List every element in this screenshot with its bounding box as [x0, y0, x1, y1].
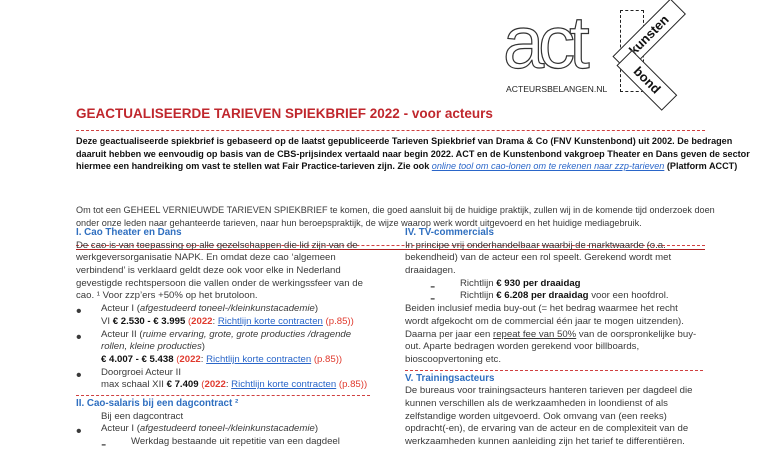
- list-item: - Werkdag bestaande uit repetitie van een dagdeel: [101, 436, 340, 453]
- intro-paragraph-2: Om tot een GEHEEL VERNIEUWDE TARIEVEN SPIEKBRIEF te komen, die goed aansluit bij de huidige praktijk, zullen wij in de komende tijd onderzoek doen onder onze leden naar gehanteerde tarieven, naar hun beroepspraktijk, de wijze waarop werk wordt uitgevoerd en het huidige mediagebruik.: [76, 205, 715, 228]
- act-logo-caption: ACTEURSBELANGEN.NL: [506, 84, 608, 94]
- page-title: GEACTUALISEERDE TARIEVEN SPIEKBRIEF 2022 - voor acteurs: [76, 106, 493, 121]
- richtlijn-link[interactable]: Richtlijn korte contracten: [206, 353, 312, 365]
- list-item: • Acteur I (afgestudeerd toneel-/kleinkunstacademie) VI € 2.530 - € 3.995 (2022: Richtlijn korte contracten (p.85)): [76, 303, 354, 327]
- kunstenbond-logo-block-top: kunsten: [612, 0, 686, 72]
- intro-paragraph: Deze geactualiseerde spiekbrief is gebaseerd op de laatst gepubliceerde Tarieven Spiekbrief van Drama & Co (FNV Kunstenbond) uit 2002. De bedragen daaruit hebben we eenvoudig op basis van de CBS-prijsindex vertaald naar begin 2022. ACT en de Kunstenbond vakgroep Theater en Dans geven de sector hiermee een handreiking om vast te stellen wat Fair Practice-tarieven zijn. Zie ook online tool om cao-lonen om te rekenen naar zzp-tarieven (Platform ACCT): [76, 136, 750, 172]
- divider: [76, 130, 705, 131]
- section-cao-theater: I. Cao Theater en Dans De cao is van toepassing op alle gezelschappen die lid zijn van de werkgeversorganisatie NAPK. En omdat deze cao ‘algemeen verbindend’ is verklaard geldt deze ook voor elke in Nederland gevestigde rechtspersoon die vallen onder de werkingssfeer van de cao. ¹ Voor zzp’ers +50% op het brutoloon. • Acteur I (afgestudeerd toneel-/kleinkunstacademie) VI € 2.530 - € 3.995 (2022: Richtlijn korte contracten (p.85)) • Acteur II (ruime ervaring, grote, grote producties /dragende rollen, kleine producties) € 4.007 - € 5.438 (2022: Richtlijn korte contracten (p.85)) • Doorgroei Acteur II max schaal XII € 7.409 (2022: Richtlijn korte contracten (p.85)) II. Cao-salaris bij een dagcontract ² Bij een dagcontract • Acteur I (afgestudeerd toneel-/kleinkunstacademie) - Werkdag bestaande uit repetitie van een dagdeel: [76, 227, 376, 449]
- act-logo: [503, 1, 613, 96]
- acct-tool-link[interactable]: online tool om cao-lonen om te rekenen naar zzp-tarieven: [431, 161, 665, 172]
- list-item: • Doorgroei Acteur II max schaal XII € 7.409 (2022: Richtlijn korte contracten (p.85)): [76, 366, 368, 391]
- list-item: - Richtlijn € 6.208 per draaidag voor een hoofdrol.: [430, 290, 669, 308]
- divider: [405, 370, 703, 371]
- section-heading: I. Cao Theater en Dans: [76, 227, 182, 238]
- kunstenbond-logo: [620, 10, 720, 97]
- section-heading: IV. TV-commercials: [405, 227, 494, 238]
- list-item: - Richtlijn € 930 per draaidag: [430, 277, 581, 295]
- list-item: • Acteur II (ruime ervaring, grote, grote producties /dragende rollen, kleine producties) € 4.007 - € 5.438 (2022: Richtlijn korte contracten (p.85)): [76, 328, 352, 365]
- richtlijn-link[interactable]: Richtlijn korte contracten: [217, 315, 323, 327]
- section-heading: V. Trainingsacteurs: [405, 372, 495, 384]
- divider: [76, 395, 370, 396]
- act-logo-mark: act: [503, 1, 584, 84]
- list-item: • Acteur I (afgestudeerd toneel-/kleinkunstacademie): [76, 423, 319, 441]
- kunstenbond-logo-block-bottom: bond: [616, 50, 677, 111]
- richtlijn-link[interactable]: Richtlijn korte contracten: [231, 379, 337, 391]
- section-tv-commercials: IV. TV-commercials In principe vrij onderhandelbaar waarbij de marktwaarde (o.a. bekendheid) van de acteur een rol speelt. Gerekend wordt met draaidagen. - Richtlijn € 930 per draaidag - Richtlijn € 6.208 per draaidag voor een hoofdrol. Beiden inclusief media buy-out (= het bedrag waarmee het recht wordt afgekocht om de commercial één jaar te mogen uitzenden). Daarna per jaar een repeat fee van 50% van de oorspronkelijke buy- out. Aparte bedragen worden gerekend voor billboards, bioscoopvertoning etc. V. Trainingsacteurs De bureaus voor trainingsacteurs hanteren tarieven per dagdeel die kunnen verschillen als de werkzaamheden in loondienst of als zelfstandige worden uitgevoerd. Ook omvang van (een reeks) opdracht(-en), de ervaring van de acteur en de complexiteit van de werkzaamheden kunnen aanleiding zijn het tarief te differentiëren.: [405, 227, 705, 449]
- section-heading: II. Cao-salaris bij een dagcontract ²: [76, 397, 239, 409]
